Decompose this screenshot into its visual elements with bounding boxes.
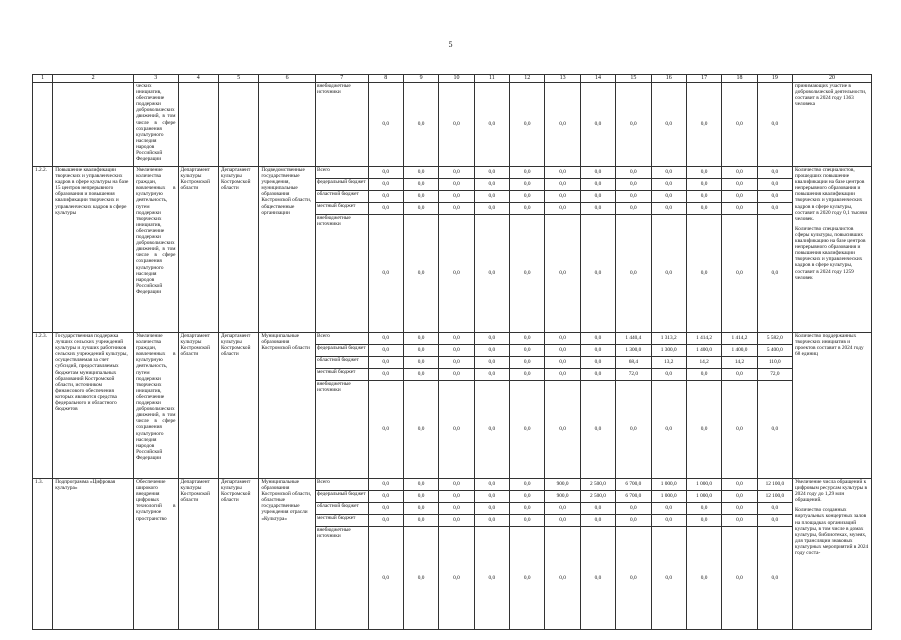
value-cell: 0,0 <box>545 369 580 381</box>
value-cell: 0,0 <box>580 179 615 191</box>
value-cell: 0,0 <box>545 345 580 357</box>
header-cell: 5 <box>218 75 258 83</box>
value-cell: 0,0 <box>580 515 615 527</box>
value-cell: 0,0 <box>722 503 757 515</box>
value-cell: 0,0 <box>757 215 792 333</box>
indicator-note: принимающих участие в добровольческой деятельности, составит в 2024 году 1363 человека <box>795 83 867 108</box>
value-cell: 2 500,0 <box>580 491 615 503</box>
value-cell: 0,0 <box>580 357 615 369</box>
funding-source-cell: местный бюджет <box>315 515 368 527</box>
value-cell: 0,0 <box>439 345 474 357</box>
block-col3-cell: ческих инициатив, обеспечение поддержки добровольческих движений, в том числе в сфере сохранения культурного наследия народов Российской Федерации <box>134 83 178 167</box>
block-col5-cell <box>218 83 258 167</box>
block-col1-cell: 1.2.2. <box>33 167 53 333</box>
value-cell: 0,0 <box>757 381 792 479</box>
value-cell: 0,0 <box>439 479 474 491</box>
value-cell: 0,0 <box>368 369 403 381</box>
header-cell: 12 <box>510 75 545 83</box>
value-cell: 0,0 <box>580 83 615 167</box>
value-cell: 0,0 <box>686 167 721 179</box>
block-col2-cell: Государственная поддержка лучших сельских учреждений культуры и лучших работников сельских учреждений культуры, осуществляемая за счет субсидий, предоставляемых бюджетам муниципальных образований Костромской области, источником финансового обеспечения которых являются средства федерального и областного бюджетов <box>53 333 134 479</box>
value-cell: 0,0 <box>403 515 438 527</box>
value-cell: 0,0 <box>686 215 721 333</box>
funding-source-cell: федеральный бюджет <box>315 491 368 503</box>
value-cell: 0,0 <box>722 179 757 191</box>
value-cell: 0,0 <box>651 191 686 203</box>
value-cell: 0,0 <box>686 515 721 527</box>
value-cell: 0,0 <box>545 381 580 479</box>
value-cell: 0,0 <box>651 167 686 179</box>
value-cell: 0,0 <box>545 527 580 630</box>
value-cell: 0,0 <box>403 203 438 215</box>
header-cell: 16 <box>651 75 686 83</box>
value-cell: 1 400,0 <box>686 345 721 357</box>
value-cell: 0,0 <box>686 369 721 381</box>
indicator-note: Увеличение числа обращений к цифровым ресурсам культуры в 2024 году до 1,29 млн обращений. <box>795 479 868 504</box>
value-cell: 0,0 <box>439 191 474 203</box>
funding-source-cell: местный бюджет <box>315 369 368 381</box>
value-cell: 0,0 <box>510 357 545 369</box>
value-cell: 0,0 <box>510 479 545 491</box>
value-cell: 0,0 <box>757 191 792 203</box>
value-cell: 0,0 <box>722 381 757 479</box>
page-number: 5 <box>448 40 453 49</box>
value-cell: 0,0 <box>722 191 757 203</box>
table-row <box>33 333 872 345</box>
value-cell: 0,0 <box>580 381 615 479</box>
value-cell: 0,0 <box>686 179 721 191</box>
header-cell: 13 <box>545 75 580 83</box>
header-cell: 17 <box>686 75 721 83</box>
header-cell: 11 <box>474 75 509 83</box>
value-cell: 0,0 <box>580 503 615 515</box>
table-body <box>33 75 872 630</box>
value-cell: 0,0 <box>510 203 545 215</box>
value-cell: 0,0 <box>545 515 580 527</box>
value-cell: 0,0 <box>474 369 509 381</box>
value-cell: 1 300,0 <box>651 345 686 357</box>
funding-source-cell: внебюджетные источники <box>315 215 368 333</box>
value-cell: 14,2 <box>722 357 757 369</box>
block-col1-cell: 1.2.3. <box>33 333 53 479</box>
value-cell: 0,0 <box>616 191 651 203</box>
value-cell: 0,0 <box>403 491 438 503</box>
value-cell: 900,0 <box>545 479 580 491</box>
value-cell: 0,0 <box>403 345 438 357</box>
value-cell: 0,0 <box>439 83 474 167</box>
value-cell: 1 414,2 <box>722 333 757 345</box>
value-cell: 0,0 <box>686 191 721 203</box>
value-cell: 0,0 <box>403 83 438 167</box>
value-cell: 6 700,0 <box>616 479 651 491</box>
value-cell: 0,0 <box>368 333 403 345</box>
value-cell: 1 440,4 <box>616 333 651 345</box>
value-cell: 0,0 <box>510 381 545 479</box>
value-cell: 0,0 <box>439 527 474 630</box>
funding-source-cell: Всего <box>315 333 368 345</box>
value-cell: 0,0 <box>545 83 580 167</box>
value-cell: 0,0 <box>368 191 403 203</box>
value-cell: 0,0 <box>474 83 509 167</box>
funding-source-cell: Всего <box>315 167 368 179</box>
block-col4-cell: Департамент культуры Костромской области <box>178 333 218 479</box>
indicator-note: Количество созданных виртуальных концертных залов на площадках организаций культуры, в том числе в домах культуры, библиотеках, музеях, для трансляции знаковых культурных мероприятий в 2024 году соста- <box>795 507 869 557</box>
value-cell: 0,0 <box>616 515 651 527</box>
value-cell: 0,0 <box>757 203 792 215</box>
value-cell: 0,0 <box>368 527 403 630</box>
value-cell: 0,0 <box>510 215 545 333</box>
value-cell: 0,0 <box>545 357 580 369</box>
value-cell: 0,0 <box>722 83 757 167</box>
value-cell: 0,0 <box>757 167 792 179</box>
value-cell: 1 414,2 <box>686 333 721 345</box>
block-col6-cell <box>259 83 316 167</box>
value-cell: 0,0 <box>651 203 686 215</box>
value-cell: 0,0 <box>439 381 474 479</box>
value-cell: 0,0 <box>439 357 474 369</box>
value-cell: 0,0 <box>439 515 474 527</box>
value-cell: 1 000,0 <box>686 479 721 491</box>
value-cell: 0,0 <box>439 369 474 381</box>
value-cell: 1 300,0 <box>616 345 651 357</box>
header-cell: 19 <box>757 75 792 83</box>
value-cell: 0,0 <box>474 333 509 345</box>
value-cell: 0,0 <box>545 333 580 345</box>
header-cell: 18 <box>722 75 757 83</box>
value-cell: 0,0 <box>474 215 509 333</box>
value-cell: 0,0 <box>616 203 651 215</box>
value-cell: 0,0 <box>616 503 651 515</box>
value-cell: 0,0 <box>510 83 545 167</box>
indicator-note: Количество специалистов сферы культуры, повысивших квалификацию на базе центров непрерывного образования и повышения квалификации творческих и управленческих кадров в сфере культуры, составит в 2024 году 1259 человек <box>795 225 866 281</box>
value-cell: 0,0 <box>510 369 545 381</box>
funding-source-cell: внебюджетные источники <box>315 527 368 630</box>
value-cell: 0,0 <box>474 357 509 369</box>
value-cell: 0,0 <box>580 215 615 333</box>
value-cell: 0,0 <box>368 179 403 191</box>
indicator-notes-cell <box>793 333 872 479</box>
value-cell: 0,0 <box>403 191 438 203</box>
value-cell: 0,0 <box>757 83 792 167</box>
block-col1-cell <box>33 83 53 167</box>
value-cell: 0,0 <box>368 83 403 167</box>
value-cell: 12 100,0 <box>757 491 792 503</box>
value-cell: 0,0 <box>510 167 545 179</box>
value-cell: 0,0 <box>510 333 545 345</box>
value-cell: 1 400,0 <box>722 345 757 357</box>
value-cell: 0,0 <box>403 179 438 191</box>
value-cell: 0,0 <box>403 357 438 369</box>
value-cell: 0,0 <box>474 527 509 630</box>
value-cell: 0,0 <box>439 167 474 179</box>
value-cell: 0,0 <box>616 215 651 333</box>
value-cell: 14,2 <box>686 357 721 369</box>
value-cell: 12 100,0 <box>757 479 792 491</box>
value-cell: 0,0 <box>722 203 757 215</box>
header-cell: 2 <box>53 75 134 83</box>
value-cell: 0,0 <box>757 179 792 191</box>
value-cell: 0,0 <box>686 527 721 630</box>
block-col6-cell: Муниципальные образования Костромской области, областные государственные учреждения отрасли «Культура» <box>259 479 316 630</box>
value-cell: 0,0 <box>368 345 403 357</box>
value-cell: 900,0 <box>545 491 580 503</box>
block-col5-cell: Департамент культуры Костромской области <box>218 479 258 630</box>
value-cell: 0,0 <box>545 179 580 191</box>
value-cell: 0,0 <box>474 345 509 357</box>
value-cell: 5 582,0 <box>757 333 792 345</box>
value-cell: 0,0 <box>545 503 580 515</box>
value-cell: 0,0 <box>580 191 615 203</box>
value-cell: 0,0 <box>403 503 438 515</box>
value-cell: 0,0 <box>580 369 615 381</box>
value-cell: 0,0 <box>616 83 651 167</box>
value-cell: 0,0 <box>651 515 686 527</box>
value-cell: 0,0 <box>474 203 509 215</box>
value-cell: 0,0 <box>510 515 545 527</box>
funding-source-cell: областной бюджет <box>315 191 368 203</box>
value-cell: 2 500,0 <box>580 479 615 491</box>
indicator-notes-cell <box>793 83 872 167</box>
block-col2-cell <box>53 83 134 167</box>
value-cell: 0,0 <box>757 515 792 527</box>
value-cell: 72,0 <box>757 369 792 381</box>
value-cell: 5 400,0 <box>757 345 792 357</box>
header-cell: 20 <box>793 75 872 83</box>
value-cell: 0,0 <box>545 191 580 203</box>
block-col4-cell: Департамент культуры Костромской области <box>178 167 218 333</box>
value-cell: 110,0 <box>757 357 792 369</box>
block-col4-cell: Департамент культуры Костромской области <box>178 479 218 630</box>
value-cell: 0,0 <box>510 503 545 515</box>
value-cell: 0,0 <box>368 357 403 369</box>
value-cell: 0,0 <box>651 381 686 479</box>
value-cell: 0,0 <box>403 381 438 479</box>
value-cell: 0,0 <box>651 503 686 515</box>
value-cell: 0,0 <box>722 479 757 491</box>
header-cell: 3 <box>134 75 178 83</box>
value-cell: 0,0 <box>474 515 509 527</box>
value-cell: 1 313,2 <box>651 333 686 345</box>
value-cell: 0,0 <box>722 527 757 630</box>
value-cell: 0,0 <box>580 167 615 179</box>
value-cell: 0,0 <box>403 215 438 333</box>
value-cell: 0,0 <box>510 527 545 630</box>
funding-source-cell: федеральный бюджет <box>315 179 368 191</box>
value-cell: 0,0 <box>545 215 580 333</box>
block-col3-cell: Увеличение количества граждан, вовлеченных в культурную деятельность, путем поддержки творческих инициатив, обеспечение поддержки добровольческих движений, в том числе в сфере сохранения культурного наследия народов Российской Федерации <box>134 167 178 333</box>
value-cell: 0,0 <box>580 203 615 215</box>
value-cell: 0,0 <box>510 345 545 357</box>
value-cell: 0,0 <box>474 167 509 179</box>
value-cell: 0,0 <box>651 215 686 333</box>
value-cell: 0,0 <box>439 179 474 191</box>
funding-source-cell: внебюджетные источники <box>315 381 368 479</box>
header-cell: 4 <box>178 75 218 83</box>
value-cell: 0,0 <box>616 381 651 479</box>
value-cell: 1 000,0 <box>686 491 721 503</box>
value-cell: 0,0 <box>722 491 757 503</box>
funding-source-cell: местный бюджет <box>315 203 368 215</box>
value-cell: 0,0 <box>686 203 721 215</box>
value-cell: 0,0 <box>686 503 721 515</box>
funding-source-cell: областной бюджет <box>315 357 368 369</box>
value-cell: 0,0 <box>439 491 474 503</box>
value-cell: 0,0 <box>474 491 509 503</box>
header-row <box>33 75 872 83</box>
header-cell: 1 <box>33 75 53 83</box>
header-cell: 6 <box>259 75 316 83</box>
value-cell: 0,0 <box>439 215 474 333</box>
value-cell: 0,0 <box>368 479 403 491</box>
value-cell: 0,0 <box>545 203 580 215</box>
value-cell: 0,0 <box>616 179 651 191</box>
value-cell: 13,2 <box>651 357 686 369</box>
value-cell: 0,0 <box>545 167 580 179</box>
block-col5-cell: Департамент культуры Костромской области <box>218 167 258 333</box>
value-cell: 0,0 <box>686 381 721 479</box>
value-cell: 0,0 <box>474 191 509 203</box>
block-col1-cell: 1.3. <box>33 479 53 630</box>
funding-source-cell: федеральный бюджет <box>315 345 368 357</box>
value-cell: 0,0 <box>722 369 757 381</box>
value-cell: 0,0 <box>722 515 757 527</box>
value-cell: 0,0 <box>368 203 403 215</box>
value-cell: 0,0 <box>651 369 686 381</box>
value-cell: 0,0 <box>722 215 757 333</box>
block-col5-cell: Департамент культуры Костромской области <box>218 333 258 479</box>
indicator-notes-cell <box>793 479 872 630</box>
table-row <box>33 167 872 179</box>
value-cell: 68,4 <box>616 357 651 369</box>
value-cell: 72,0 <box>616 369 651 381</box>
header-cell: 8 <box>368 75 403 83</box>
value-cell: 0,0 <box>368 503 403 515</box>
value-cell: 0,0 <box>439 333 474 345</box>
header-cell: 10 <box>439 75 474 83</box>
table-row <box>33 83 872 167</box>
value-cell: 0,0 <box>616 167 651 179</box>
indicator-notes-cell <box>793 167 872 333</box>
value-cell: 0,0 <box>510 179 545 191</box>
value-cell: 0,0 <box>368 491 403 503</box>
indicator-note: Количество поддержанных творческих инициатив и проектов составит в 2024 году 68 единиц <box>795 333 864 358</box>
block-col3-cell: Увеличение количества граждан, вовлеченных в культурную деятельность, путем поддержки творческих инициатив, обеспечение поддержки добровольческих движений, в том числе в сфере сохранения культурного наследия народов Российской Федерации <box>134 333 178 479</box>
value-cell: 0,0 <box>651 83 686 167</box>
block-col3-cell: Обеспечение широкого внедрения цифровых технологий в культурное пространство <box>134 479 178 630</box>
value-cell: 0,0 <box>510 191 545 203</box>
value-cell: 0,0 <box>403 167 438 179</box>
value-cell: 0,0 <box>757 527 792 630</box>
funding-source-cell: внебюджетные источники <box>315 83 368 167</box>
value-cell: 1 000,0 <box>651 491 686 503</box>
value-cell: 0,0 <box>757 503 792 515</box>
value-cell: 0,0 <box>474 503 509 515</box>
block-col6-cell: Муниципальные образования Костромской области <box>259 333 316 479</box>
value-cell: 0,0 <box>439 503 474 515</box>
value-cell: 0,0 <box>403 333 438 345</box>
value-cell: 0,0 <box>510 491 545 503</box>
value-cell: 0,0 <box>651 179 686 191</box>
value-cell: 0,0 <box>403 369 438 381</box>
value-cell: 0,0 <box>580 527 615 630</box>
value-cell: 0,0 <box>474 381 509 479</box>
header-cell: 9 <box>403 75 438 83</box>
block-col4-cell <box>178 83 218 167</box>
table-row <box>33 479 872 491</box>
value-cell: 1 000,0 <box>651 479 686 491</box>
header-cell: 7 <box>315 75 368 83</box>
value-cell: 0,0 <box>651 527 686 630</box>
funding-source-cell: Всего <box>315 479 368 491</box>
value-cell: 0,0 <box>368 515 403 527</box>
value-cell: 0,0 <box>580 345 615 357</box>
block-col2-cell: Подпрограмма «Цифровая культура» <box>53 479 134 630</box>
value-cell: 0,0 <box>403 479 438 491</box>
header-cell: 14 <box>580 75 615 83</box>
indicator-note: Количество специалистов, прошедших повышение квалификации на базе центров непрерывного образования и повышения квалификации творческих и управленческих кадров в сфере культуры, составит в 2020 году 0,1 тысячи человек. <box>795 167 868 222</box>
header-cell: 15 <box>616 75 651 83</box>
value-cell: 6 700,0 <box>616 491 651 503</box>
value-cell: 0,0 <box>722 167 757 179</box>
value-cell: 0,0 <box>474 479 509 491</box>
value-cell: 0,0 <box>368 215 403 333</box>
funding-source-cell: областной бюджет <box>315 503 368 515</box>
block-col6-cell: Подведомственные государственные учреждения, муниципальные образования Костромской области, общественные организации <box>259 167 316 333</box>
value-cell: 0,0 <box>368 167 403 179</box>
value-cell: 0,0 <box>580 333 615 345</box>
value-cell: 0,0 <box>686 83 721 167</box>
value-cell: 0,0 <box>474 179 509 191</box>
value-cell: 0,0 <box>439 203 474 215</box>
value-cell: 0,0 <box>368 381 403 479</box>
value-cell: 0,0 <box>616 527 651 630</box>
budget-table <box>32 74 872 630</box>
block-col2-cell: Повышение квалификации творческих и управленческих кадров в сфере культуры на базе 15 центров непрерывного образования и повышения квалификации творческих и управленческих кадров в сфере культуры <box>53 167 134 333</box>
value-cell: 0,0 <box>403 527 438 630</box>
